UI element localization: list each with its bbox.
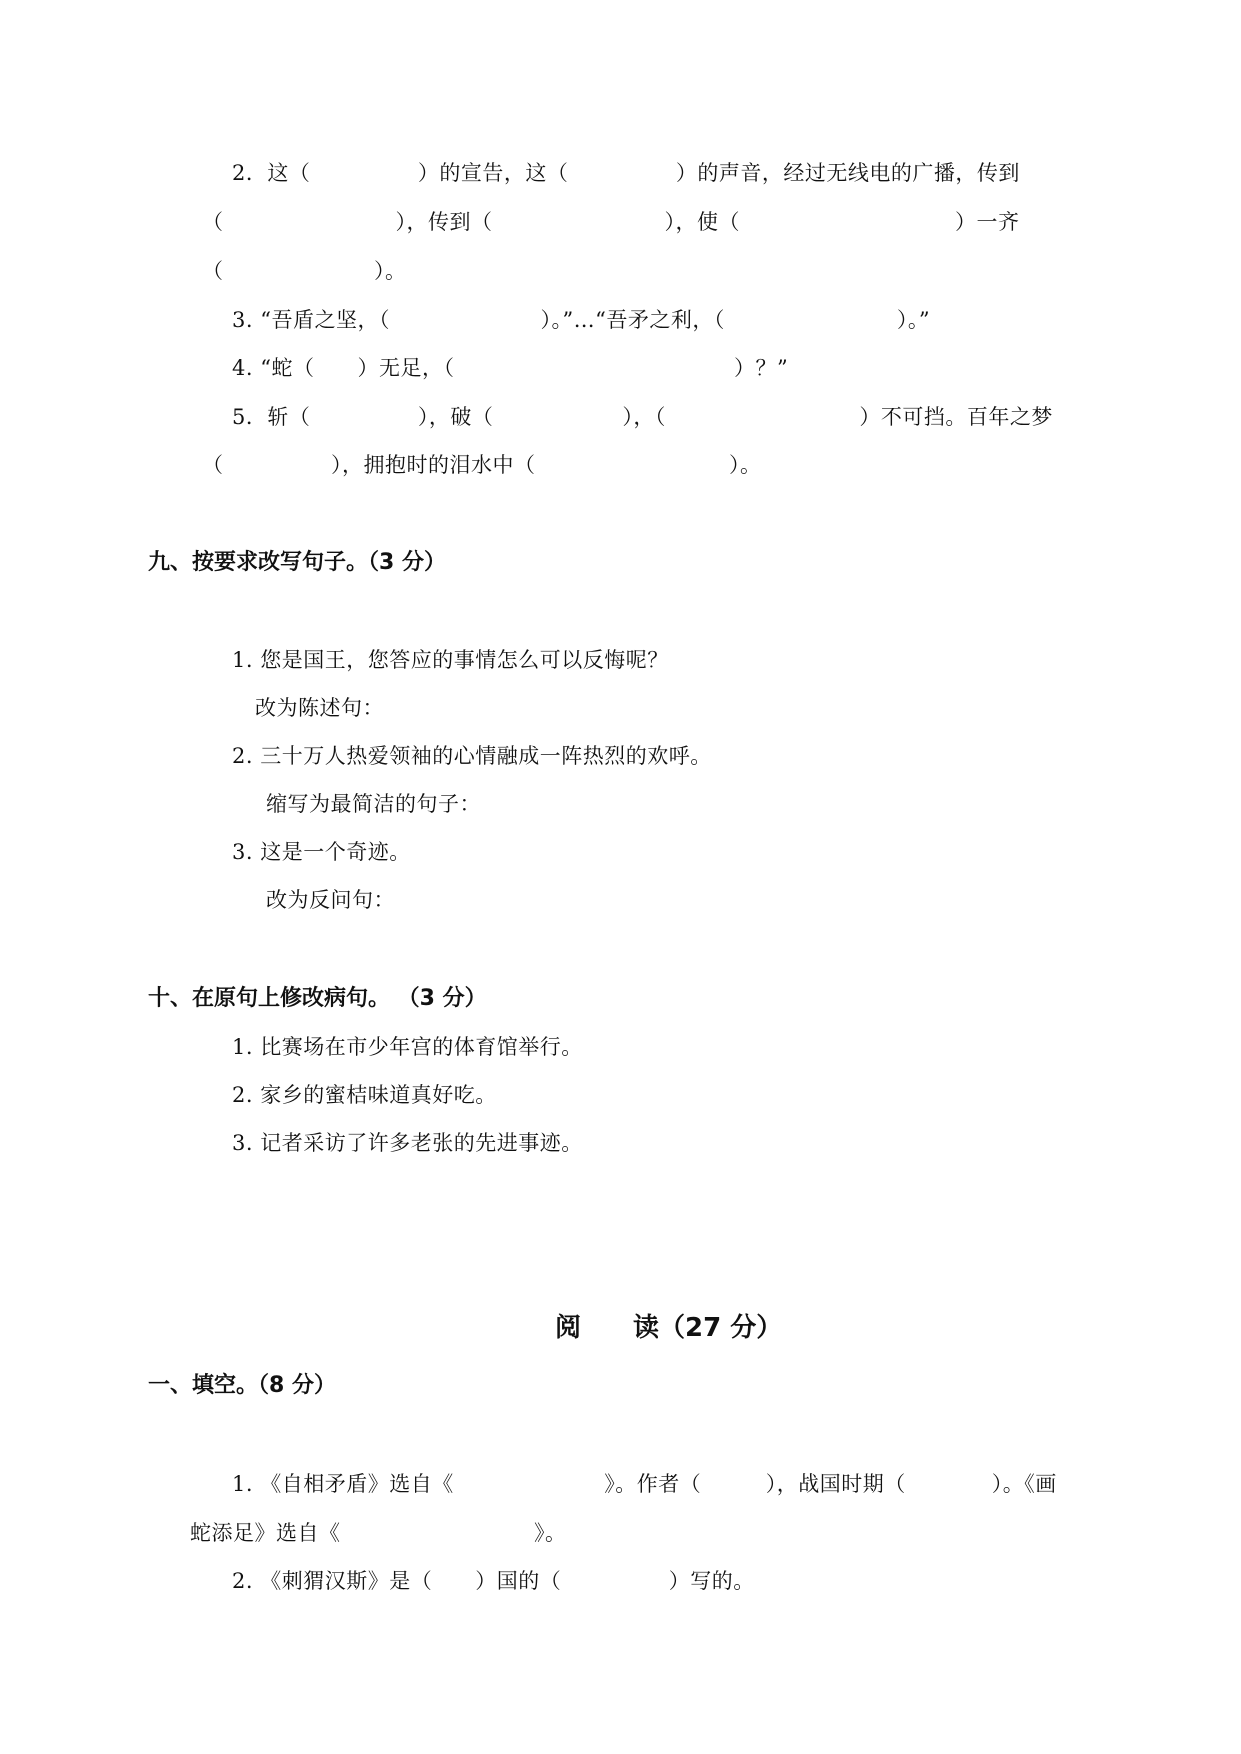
reading-q1-line2: 蛇添足》选自《 》。: [190, 1521, 567, 1545]
sec8-q3: 3. “吾盾之坚，（ ）。”…“吾矛之利，（ ）。”: [232, 308, 931, 332]
sec10-q1: 1. 比赛场在市少年宫的体育馆举行。: [232, 1035, 583, 1059]
sec9-q1: 1. 您是国王，您答应的事情怎么可以反悔呢？: [232, 648, 669, 672]
sec8-q2-line1: 2．这（ ）的宣告，这（ ）的声音，经过无线电的广播，传到: [232, 161, 1020, 185]
reading-sec1-heading: 一、填空。（8 分）: [148, 1373, 336, 1398]
sec9-q3-task: 改为反问句：: [266, 888, 395, 912]
sec8-q5-line1: 5．斩（ ），破（ ），（ ）不可挡。百年之梦: [232, 405, 1053, 429]
sec10-heading: 十、在原句上修改病句。 （3 分）: [148, 986, 487, 1011]
sec8-q2-line3: （ ）。: [202, 259, 407, 283]
reading-q2: 2. 《刺猬汉斯》是（ ）国的（ ）写的。: [232, 1569, 755, 1593]
sec10-q3: 3. 记者采访了许多老张的先进事迹。: [232, 1131, 583, 1155]
sec8-q5-line2: （ ），拥抱时的泪水中（ ）。: [202, 453, 762, 477]
sec9-q1-task: 改为陈述句：: [255, 696, 384, 720]
reading-q1-line1: 1. 《自相矛盾》选自《 》。作者（ ），战国时期（ ）。《画: [232, 1472, 1057, 1496]
sec9-heading: 九、按要求改写句子。（3 分）: [148, 550, 446, 575]
sec10-q2: 2. 家乡的蜜桔味道真好吃。: [232, 1083, 497, 1107]
sec8-q2-line2: （ ），传到（ ），使（ ）一齐: [202, 210, 1020, 234]
sec9-q3: 3. 这是一个奇迹。: [232, 840, 411, 864]
sec9-q2-task: 缩写为最简洁的句子：: [266, 792, 481, 816]
sec8-q4: 4. “蛇（ ）无足，（ ）？”: [232, 356, 789, 380]
sec9-q2: 2. 三十万人热爱领袖的心情融成一阵热烈的欢呼。: [232, 744, 712, 768]
reading-title: 阅 读（27 分）: [555, 1313, 783, 1343]
